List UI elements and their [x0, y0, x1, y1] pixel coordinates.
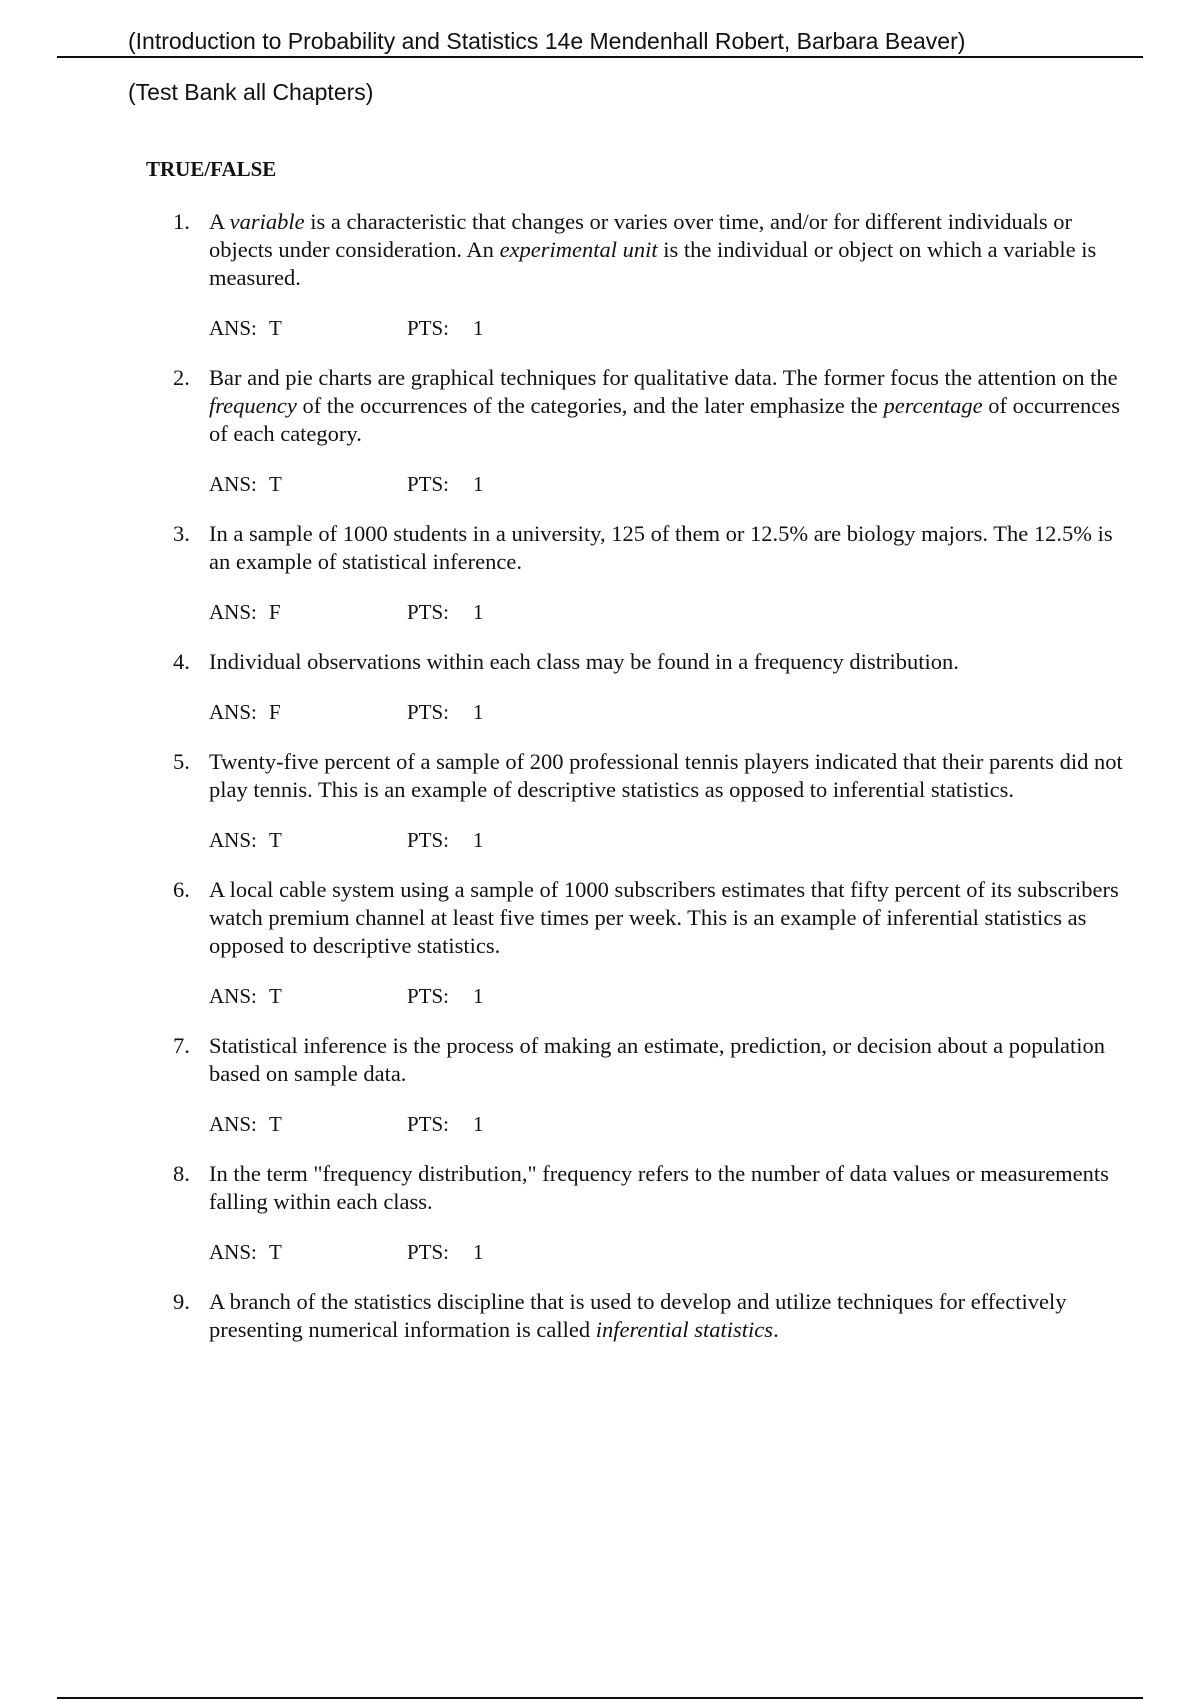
question-row [173, 1032, 1135, 1088]
points-value: 1 [473, 316, 484, 340]
emphasized-term: frequency [209, 393, 297, 418]
answer-row [173, 470, 1135, 498]
question-row [173, 748, 1135, 804]
question-text-segment: . [773, 1317, 779, 1342]
points-value: 1 [473, 1240, 484, 1264]
question-number: 1. [173, 209, 190, 234]
points-label: PTS: [407, 472, 450, 496]
question-row [173, 1160, 1135, 1216]
question-text [209, 1288, 1135, 1344]
answer-row [173, 314, 1135, 342]
answer-label: ANS: [209, 1240, 257, 1264]
question-item [173, 364, 1135, 498]
answer-value: T [269, 984, 282, 1008]
answer-value: F [269, 700, 281, 724]
question-list [173, 208, 1135, 1344]
points-value: 1 [473, 1112, 484, 1136]
answer-label: ANS: [209, 828, 257, 852]
question-number: 3. [173, 521, 190, 546]
question-text [209, 648, 1135, 676]
question-text [209, 748, 1135, 804]
question-row [173, 876, 1135, 960]
question-number: 5. [173, 749, 190, 774]
answer-label: ANS: [209, 600, 257, 624]
answer-label: ANS: [209, 700, 257, 724]
question-text-segment: Bar and pie charts are graphical techniques for qualitative data. The former focus the attention on the [209, 365, 1118, 390]
question-item [173, 1032, 1135, 1138]
answer-row [173, 598, 1135, 626]
question-text-segment: of the occurrences of the categories, and the later emphasize the [296, 393, 884, 418]
question-item [173, 648, 1135, 726]
answer-value: T [269, 316, 282, 340]
question-text [209, 1032, 1135, 1088]
question-text-segment: of occurrences of each category. [209, 393, 1121, 446]
points-label: PTS: [407, 600, 450, 624]
question-text-segment: A branch of the statistics discipline that is used to develop and utilize techniques for effectively presenting numerical information is called [209, 1289, 1067, 1342]
question-text-segment: In the term "frequency distribution," frequency refers to the number of data values or measurements falling within each class. [209, 1161, 1109, 1214]
answer-value: T [269, 1112, 282, 1136]
question-row [173, 1288, 1135, 1344]
question-text-segment: Individual observations within each class may be found in a frequency distribution. [209, 649, 959, 674]
question-number: 4. [173, 649, 190, 674]
answer-row [173, 1110, 1135, 1138]
question-text [209, 876, 1135, 960]
answer-value: T [269, 828, 282, 852]
points-label: PTS: [407, 1112, 450, 1136]
question-item [173, 876, 1135, 1010]
question-text-segment: A [209, 209, 230, 234]
question-text [209, 364, 1135, 448]
question-item [173, 1288, 1135, 1344]
answer-label: ANS: [209, 316, 257, 340]
question-item [173, 520, 1135, 626]
question-number: 8. [173, 1161, 190, 1186]
points-label: PTS: [407, 700, 450, 724]
answer-value: T [269, 1240, 282, 1264]
answer-value: F [269, 600, 281, 624]
question-number: 7. [173, 1033, 190, 1058]
section-title: TRUE/FALSE [146, 157, 277, 181]
emphasized-term: variable [229, 209, 305, 234]
document-header-title: (Introduction to Probability and Statistics 14e Mendenhall Robert, Barbara Beaver) [128, 28, 966, 54]
answer-row [173, 826, 1135, 854]
question-text [209, 208, 1135, 292]
question-text-segment: In a sample of 1000 students in a university, 125 of them or 12.5% are biology majors. The 12.5% is an example of statistical inference. [209, 521, 1113, 574]
question-row [173, 208, 1135, 292]
question-text-segment: is the individual or object on which a variable is measured. [209, 237, 1097, 290]
points-value: 1 [473, 600, 484, 624]
question-row [173, 648, 1135, 676]
points-label: PTS: [407, 984, 450, 1008]
answer-label: ANS: [209, 984, 257, 1008]
question-item [173, 1160, 1135, 1266]
points-value: 1 [473, 828, 484, 852]
question-item [173, 748, 1135, 854]
answer-row [173, 1238, 1135, 1266]
question-number: 2. [173, 365, 190, 390]
points-label: PTS: [407, 828, 450, 852]
answer-label: ANS: [209, 1112, 257, 1136]
question-text [209, 1160, 1135, 1216]
emphasized-term: inferential statistics [595, 1317, 774, 1342]
document-subtitle: (Test Bank all Chapters) [128, 79, 374, 105]
question-number: 6. [173, 877, 190, 902]
question-row [173, 520, 1135, 576]
answer-label: ANS: [209, 472, 257, 496]
answer-value: T [269, 472, 282, 496]
question-item [173, 208, 1135, 342]
points-value: 1 [473, 984, 484, 1008]
footer-divider [57, 1697, 1143, 1699]
emphasized-term: experimental unit [499, 237, 658, 262]
question-number: 9. [173, 1289, 190, 1314]
question-text-segment: is a characteristic that changes or varies over time, and/or for different individuals or objects under consideration. An [209, 209, 1073, 262]
points-label: PTS: [407, 316, 450, 340]
points-value: 1 [473, 700, 484, 724]
emphasized-term: percentage [883, 393, 983, 418]
points-label: PTS: [407, 1240, 450, 1264]
header-divider [57, 56, 1143, 58]
question-text-segment: Twenty-five percent of a sample of 200 professional tennis players indicated that their parents did not play tennis. This is an example of descriptive statistics as opposed to inferential statistics. [209, 749, 1123, 802]
answer-row [173, 982, 1135, 1010]
question-text [209, 520, 1135, 576]
answer-row [173, 698, 1135, 726]
question-text-segment: Statistical inference is the process of making an estimate, prediction, or decision about a population based on sample data. [209, 1033, 1105, 1086]
points-value: 1 [473, 472, 484, 496]
question-text-segment: A local cable system using a sample of 1000 subscribers estimates that fifty percent of its subscribers watch premium channel at least five times per week. This is an example of inferential statistics as opposed to descriptive statistics. [209, 877, 1119, 958]
question-row [173, 364, 1135, 448]
